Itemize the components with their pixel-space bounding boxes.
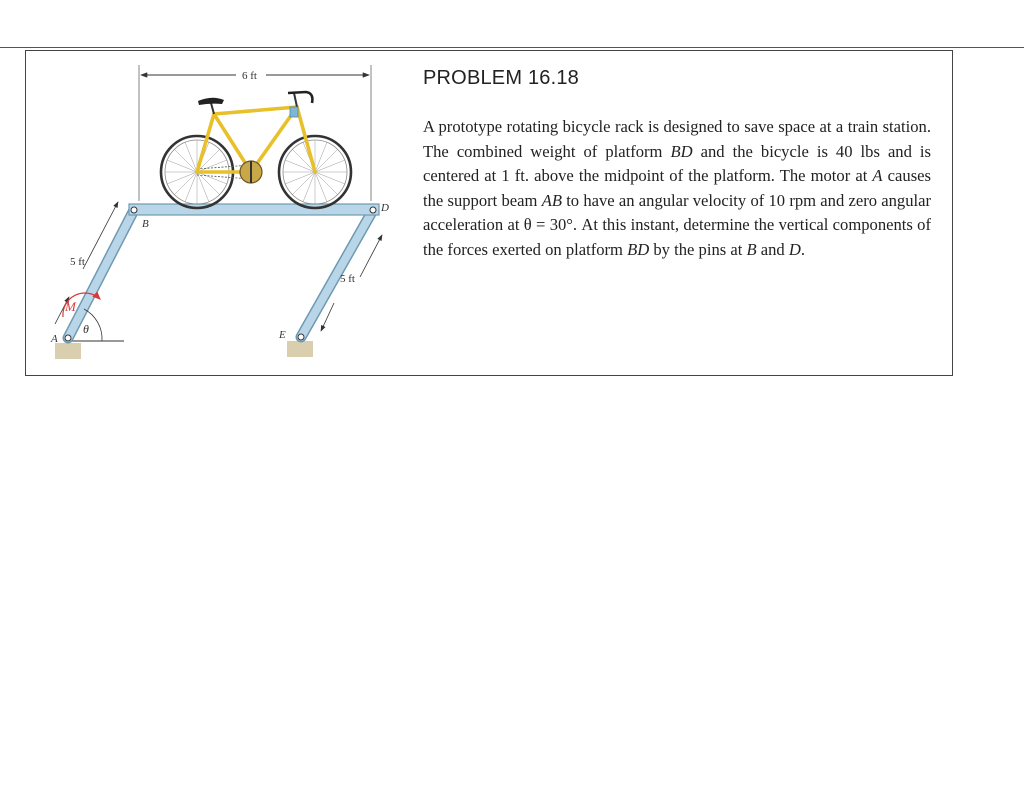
statement-variable: B bbox=[746, 239, 757, 259]
problem-box bbox=[25, 50, 953, 376]
statement-text: by the pins at bbox=[649, 239, 747, 259]
platform-bd bbox=[129, 204, 379, 215]
label-d: D bbox=[381, 202, 389, 214]
pin-a bbox=[65, 335, 71, 341]
statement-variable: AB bbox=[541, 190, 562, 210]
statement-variable: D bbox=[788, 239, 801, 259]
ground-support-e bbox=[287, 341, 313, 357]
problem-statement bbox=[423, 115, 931, 263]
statement-text: and the bicycle is 40 lbs and is centered at 1 ft. above the midpoint of the platform. The motor at bbox=[423, 141, 931, 186]
statement-variable: BD bbox=[670, 141, 693, 161]
statement-text: to have an angular velocity of 10 rpm and zero angular acceleration at θ = 30°. At this instant, determine the vertical components of the forces exerted on platform bbox=[423, 190, 932, 259]
label-a: A bbox=[51, 333, 58, 345]
label-b: B bbox=[142, 218, 149, 230]
problem-title: PROBLEM 16.18 bbox=[423, 67, 580, 89]
pin-e bbox=[298, 334, 304, 340]
ground-support-a bbox=[55, 343, 81, 359]
bicycle-handlebar bbox=[288, 92, 312, 103]
dimension-top-label: 6 ft bbox=[242, 70, 257, 82]
bicycle-rack-figure bbox=[26, 51, 426, 375]
beam-ab bbox=[68, 210, 134, 338]
statement-text: . bbox=[800, 239, 806, 259]
statement-text: and bbox=[756, 239, 789, 259]
statement-text: causes the support beam bbox=[423, 166, 931, 210]
label-moment: M bbox=[65, 299, 76, 314]
pin-d bbox=[370, 207, 376, 213]
statement-text: A prototype rotating bicycle rack is designed to save space at a train station. The combined weight of platform bbox=[423, 117, 931, 161]
bicycle bbox=[161, 92, 351, 208]
dimension-left-label: 5 ft bbox=[70, 256, 85, 268]
dimension-right-label: 5 ft bbox=[340, 273, 355, 285]
statement-variable: A bbox=[872, 166, 883, 186]
label-e: E bbox=[279, 329, 286, 341]
statement-variable: BD bbox=[627, 239, 650, 259]
page-top-rule bbox=[0, 47, 1024, 48]
label-theta: θ bbox=[83, 322, 89, 336]
pin-b bbox=[131, 207, 137, 213]
